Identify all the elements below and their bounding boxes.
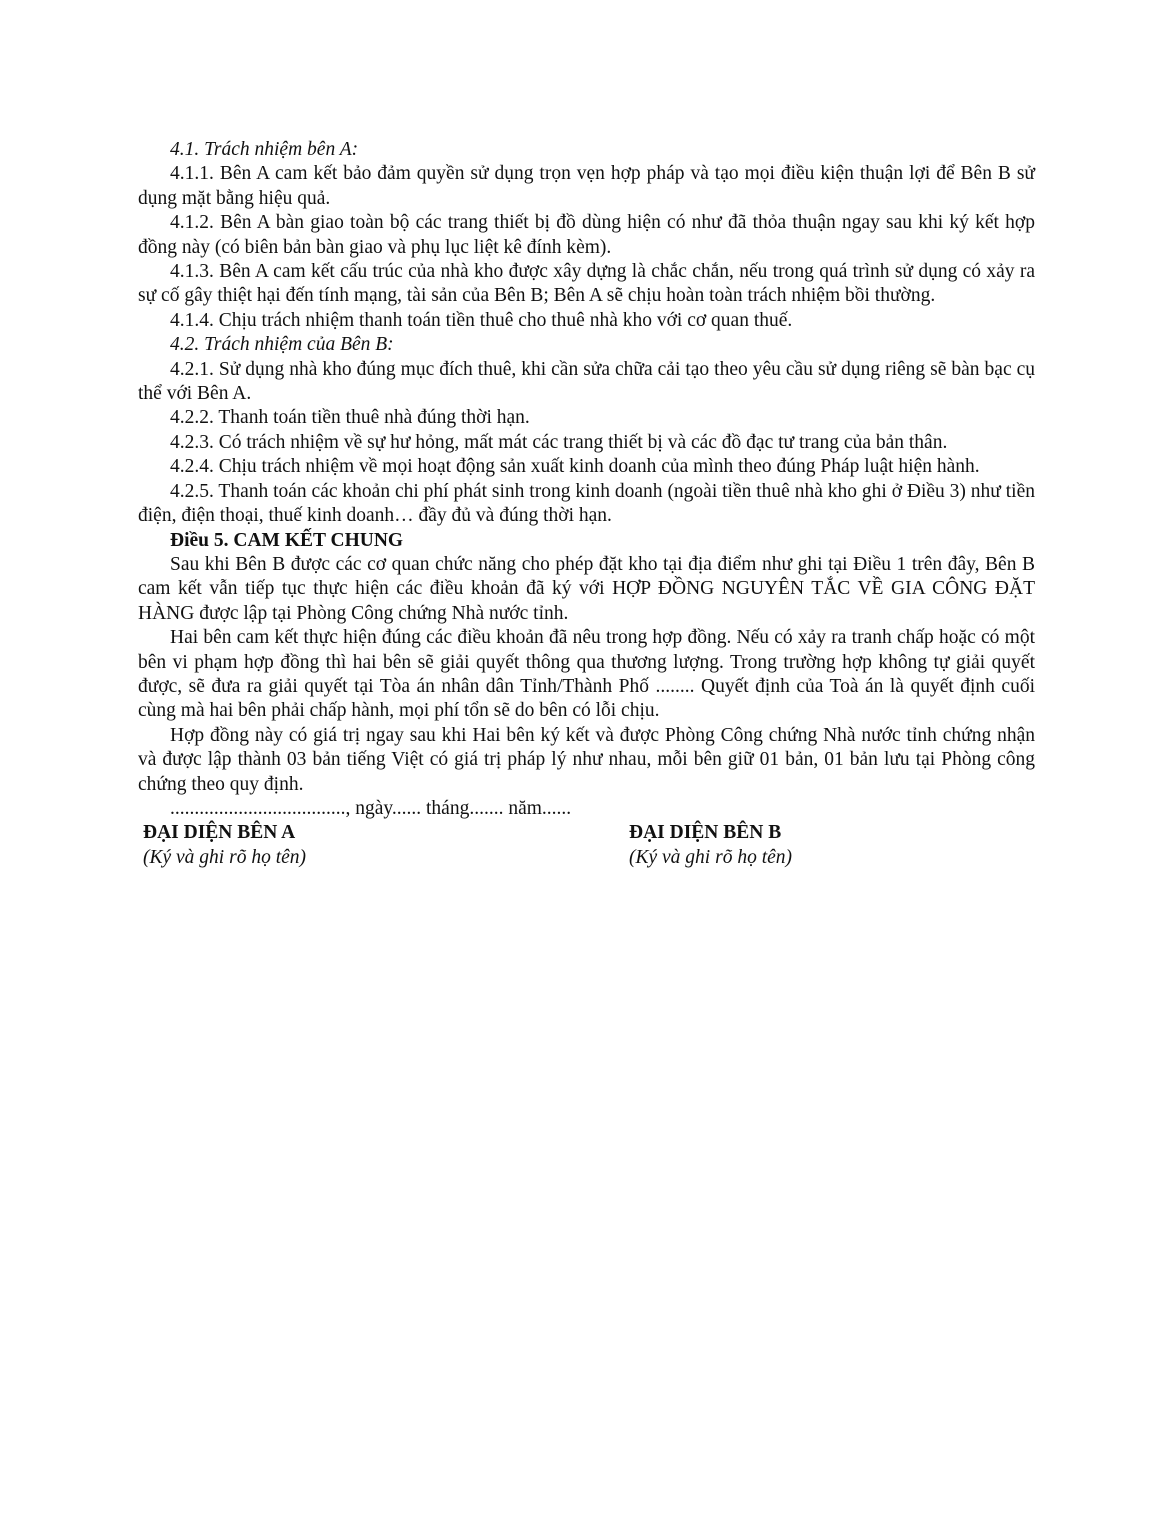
section-heading-party-a-responsibilities: 4.1. Trách nhiệm bên A: xyxy=(170,139,359,160)
signature-title-party-a: ĐẠI DIỆN BÊN A xyxy=(143,822,296,844)
clause-4-1-2: 4.1.2. Bên A bàn giao toàn bộ các trang thiết bị đồ dùng hiện có như đã thỏa thuận ngay sau khi ký kết hợp đồng này (có biên bản bàn giao và phụ lục liệt kê đính kèm). xyxy=(138,212,1035,258)
clause-4-2-3: 4.2.3. Có trách nhiệm về sự hư hỏng, mất mát các trang thiết bị và các đồ đạc tư trang của bản thân. xyxy=(170,431,948,453)
signature-note-party-b: (Ký và ghi rõ họ tên) xyxy=(629,846,793,868)
signature-block xyxy=(138,821,1035,870)
clause-4-2-1: 4.2.1. Sử dụng nhà kho đúng mục đích thuê, khi cần sửa chữa cải tạo theo yêu cầu sử dụng riêng sẽ bàn bạc cụ thể với Bên A. xyxy=(138,358,1035,405)
signature-party-a xyxy=(138,821,629,870)
article-5-paragraph-3: Hợp đồng này có giá trị ngay sau khi Hai bên ký kết và được Phòng Công chứng Nhà nước tỉnh chứng nhận và được lập thành 03 bản tiếng Việt có giá trị pháp lý như nhau, mỗi bên giữ 01 bản, 01 bản lưu tại Phòng công chứng theo quy định. xyxy=(138,724,1035,795)
date-line: ...................................., ngày...... tháng....... năm...... xyxy=(170,797,572,819)
article-5-heading: Điều 5. CAM KẾT CHUNG xyxy=(170,529,404,551)
clause-4-2-2: 4.2.2. Thanh toán tiền thuê nhà đúng thời hạn. xyxy=(170,407,530,429)
clause-4-1-4: 4.1.4. Chịu trách nhiệm thanh toán tiền thuê cho thuê nhà kho với cơ quan thuế. xyxy=(170,309,793,331)
signature-note-party-a: (Ký và ghi rõ họ tên) xyxy=(143,846,307,868)
section-heading-party-b-responsibilities: 4.2. Trách nhiệm của Bên B: xyxy=(170,334,394,356)
signature-party-b xyxy=(629,821,792,870)
clause-4-1-1: 4.1.1. Bên A cam kết bảo đảm quyền sử dụng trọn vẹn hợp pháp và tạo mọi điều kiện thuận lợi để Bên B sử dụng mặt bằng hiệu quả. xyxy=(138,163,1035,209)
article-5-paragraph-2: Hai bên cam kết thực hiện đúng các điều khoản đã nêu trong hợp đồng. Nếu có xảy ra tranh chấp hoặc có một bên vi phạm hợp đồng thì hai bên sẽ giải quyết thông qua thương lượng. Trong trường hợp không tự giải quyết được, sẽ đưa ra giải quyết tại Tòa án nhân dân Tỉnh/Thành Phố ........ Quyết định của Toà án là quyết định cuối cùng mà hai bên phải chấp hành, mọi phí tổn sẽ do bên có lỗi chịu. xyxy=(138,627,1035,722)
clause-4-2-5: 4.2.5. Thanh toán các khoản chi phí phát sinh trong kinh doanh (ngoài tiền thuê nhà kho ghi ở Điều 3) như tiền điện, điện thoại, thuế kinh doanh… đầy đủ và đúng thời hạn. xyxy=(138,480,1035,527)
article-5-paragraph-1: Sau khi Bên B được các cơ quan chức năng cho phép đặt kho tại địa điểm như ghi tại Điều 1 trên đây, Bên B cam kết vẫn tiếp tục thực hiện các điều khoản đã ký với HỢP ĐỒNG NGUYÊN TẮC VỀ GIA CÔNG ĐẶT HÀNG được lập tại Phòng Công chứng Nhà nước tỉnh. xyxy=(138,553,1035,624)
clause-4-2-4: 4.2.4. Chịu trách nhiệm về mọi hoạt động sản xuất kinh doanh của mình theo đúng Pháp luật hiện hành. xyxy=(170,456,980,478)
contract-page xyxy=(138,138,1035,870)
clause-4-1-3: 4.1.3. Bên A cam kết cấu trúc của nhà kho được xây dựng là chắc chắn, nếu trong quá trình sử dụng có xảy ra sự cố gây thiệt hại đến tính mạng, tài sản của Bên B; Bên A sẽ chịu hoàn toàn trách nhiệm bồi thường. xyxy=(138,261,1035,307)
signature-title-party-b: ĐẠI DIỆN BÊN B xyxy=(629,822,782,844)
